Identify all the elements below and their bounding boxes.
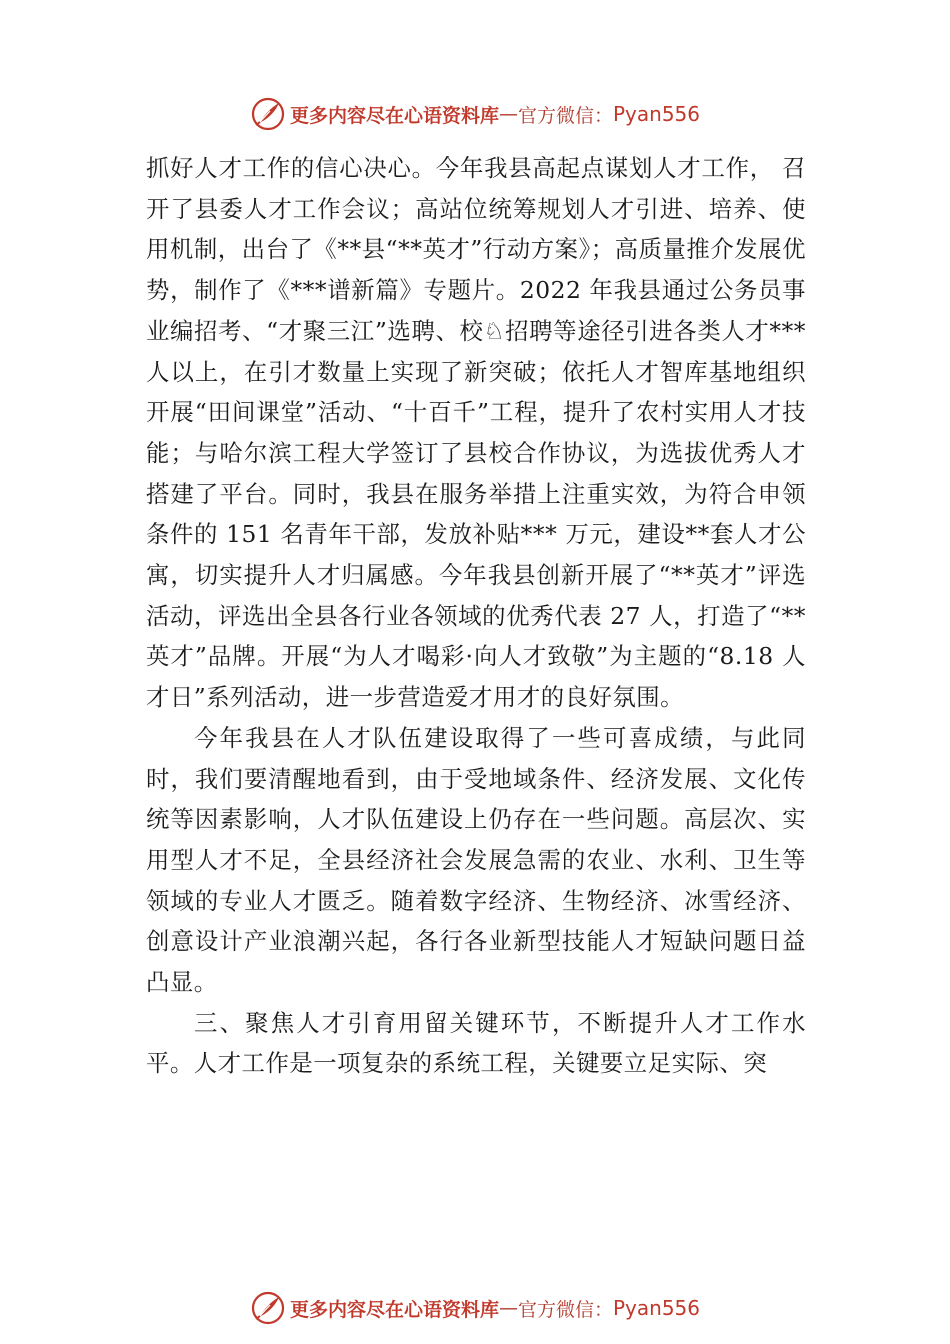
brand-text: 更多内容尽在心语资料库	[289, 1298, 499, 1321]
footer-watermark-banner	[0, 1288, 950, 1328]
quill-logo-icon	[250, 1290, 286, 1326]
header-watermark-banner	[0, 94, 950, 134]
paragraph-2: 今年我县在人才队伍建设取得了一些可喜成绩，与此同时，我们要清醒地看到，由于受地域条件、经济发展、文化传统等因素影响，人才队伍建设上仍存在一些问题。高层次、实用型人才不足，全县经济社会发展急需的农业、水利、卫生等领域的专业人才匮乏。随着数字经济、生物经济、冰雪经济、创意设计产业浪潮兴起，各行各业新型技能人才短缺问题日益凸显。	[146, 723, 806, 997]
paragraph-3: 三、聚焦人才引育用留关键环节，不断提升人才工作水平。人才工作是一项复杂的系统工程，关键要立足实际、突	[146, 1008, 806, 1078]
brand-text: 更多内容尽在心语资料库	[289, 104, 499, 127]
wechat-id: Pyan556	[613, 102, 701, 126]
official-wechat-label: 官方微信：	[517, 104, 613, 127]
separator-dash: —	[498, 1297, 518, 1319]
paragraph-1: 抓好人才工作的信心决心。今年我县高起点谋划人才工作， 召开了县委人才工作会议；高站位统筹规划人才引进、培养、使用机制，出台了《**县“**英才”行动方案》；高质量推介发展优势，制作了《***谱新篇》专题片。2022 年我县通过公务员事业编招考、“才聚三江”选聘、校♘招聘等途径引进各类人才***人以上，在引才数量上实现了新突破；依托人才智库基地组织开展“田间课堂”活动、“十百千”工程，提升了农村实用人才技能；与哈尔滨工程大学签订了县校合作协议，为选拔优秀人才搭建了平台。同时，我县在服务举措上注重实效，为符合申领条件的 151 名青年干部，发放补贴*** 万元，建设**套人才公寓，切实提升人才归属感。今年我县创新开展了“**英才”评选活动，评选出全县各行业各领域的优秀代表 27 人，打造了“**英才”品牌。开展“为人才喝彩·向人才致敬”为主题的“8.18 人才日”系列活动，进一步营造爱才用才的良好氛围。	[146, 154, 806, 712]
official-wechat-label: 官方微信：	[517, 1298, 613, 1321]
separator-dash: —	[498, 103, 518, 125]
wechat-id: Pyan556	[613, 1296, 701, 1320]
quill-logo-icon	[250, 96, 286, 132]
document-body	[146, 148, 806, 1084]
